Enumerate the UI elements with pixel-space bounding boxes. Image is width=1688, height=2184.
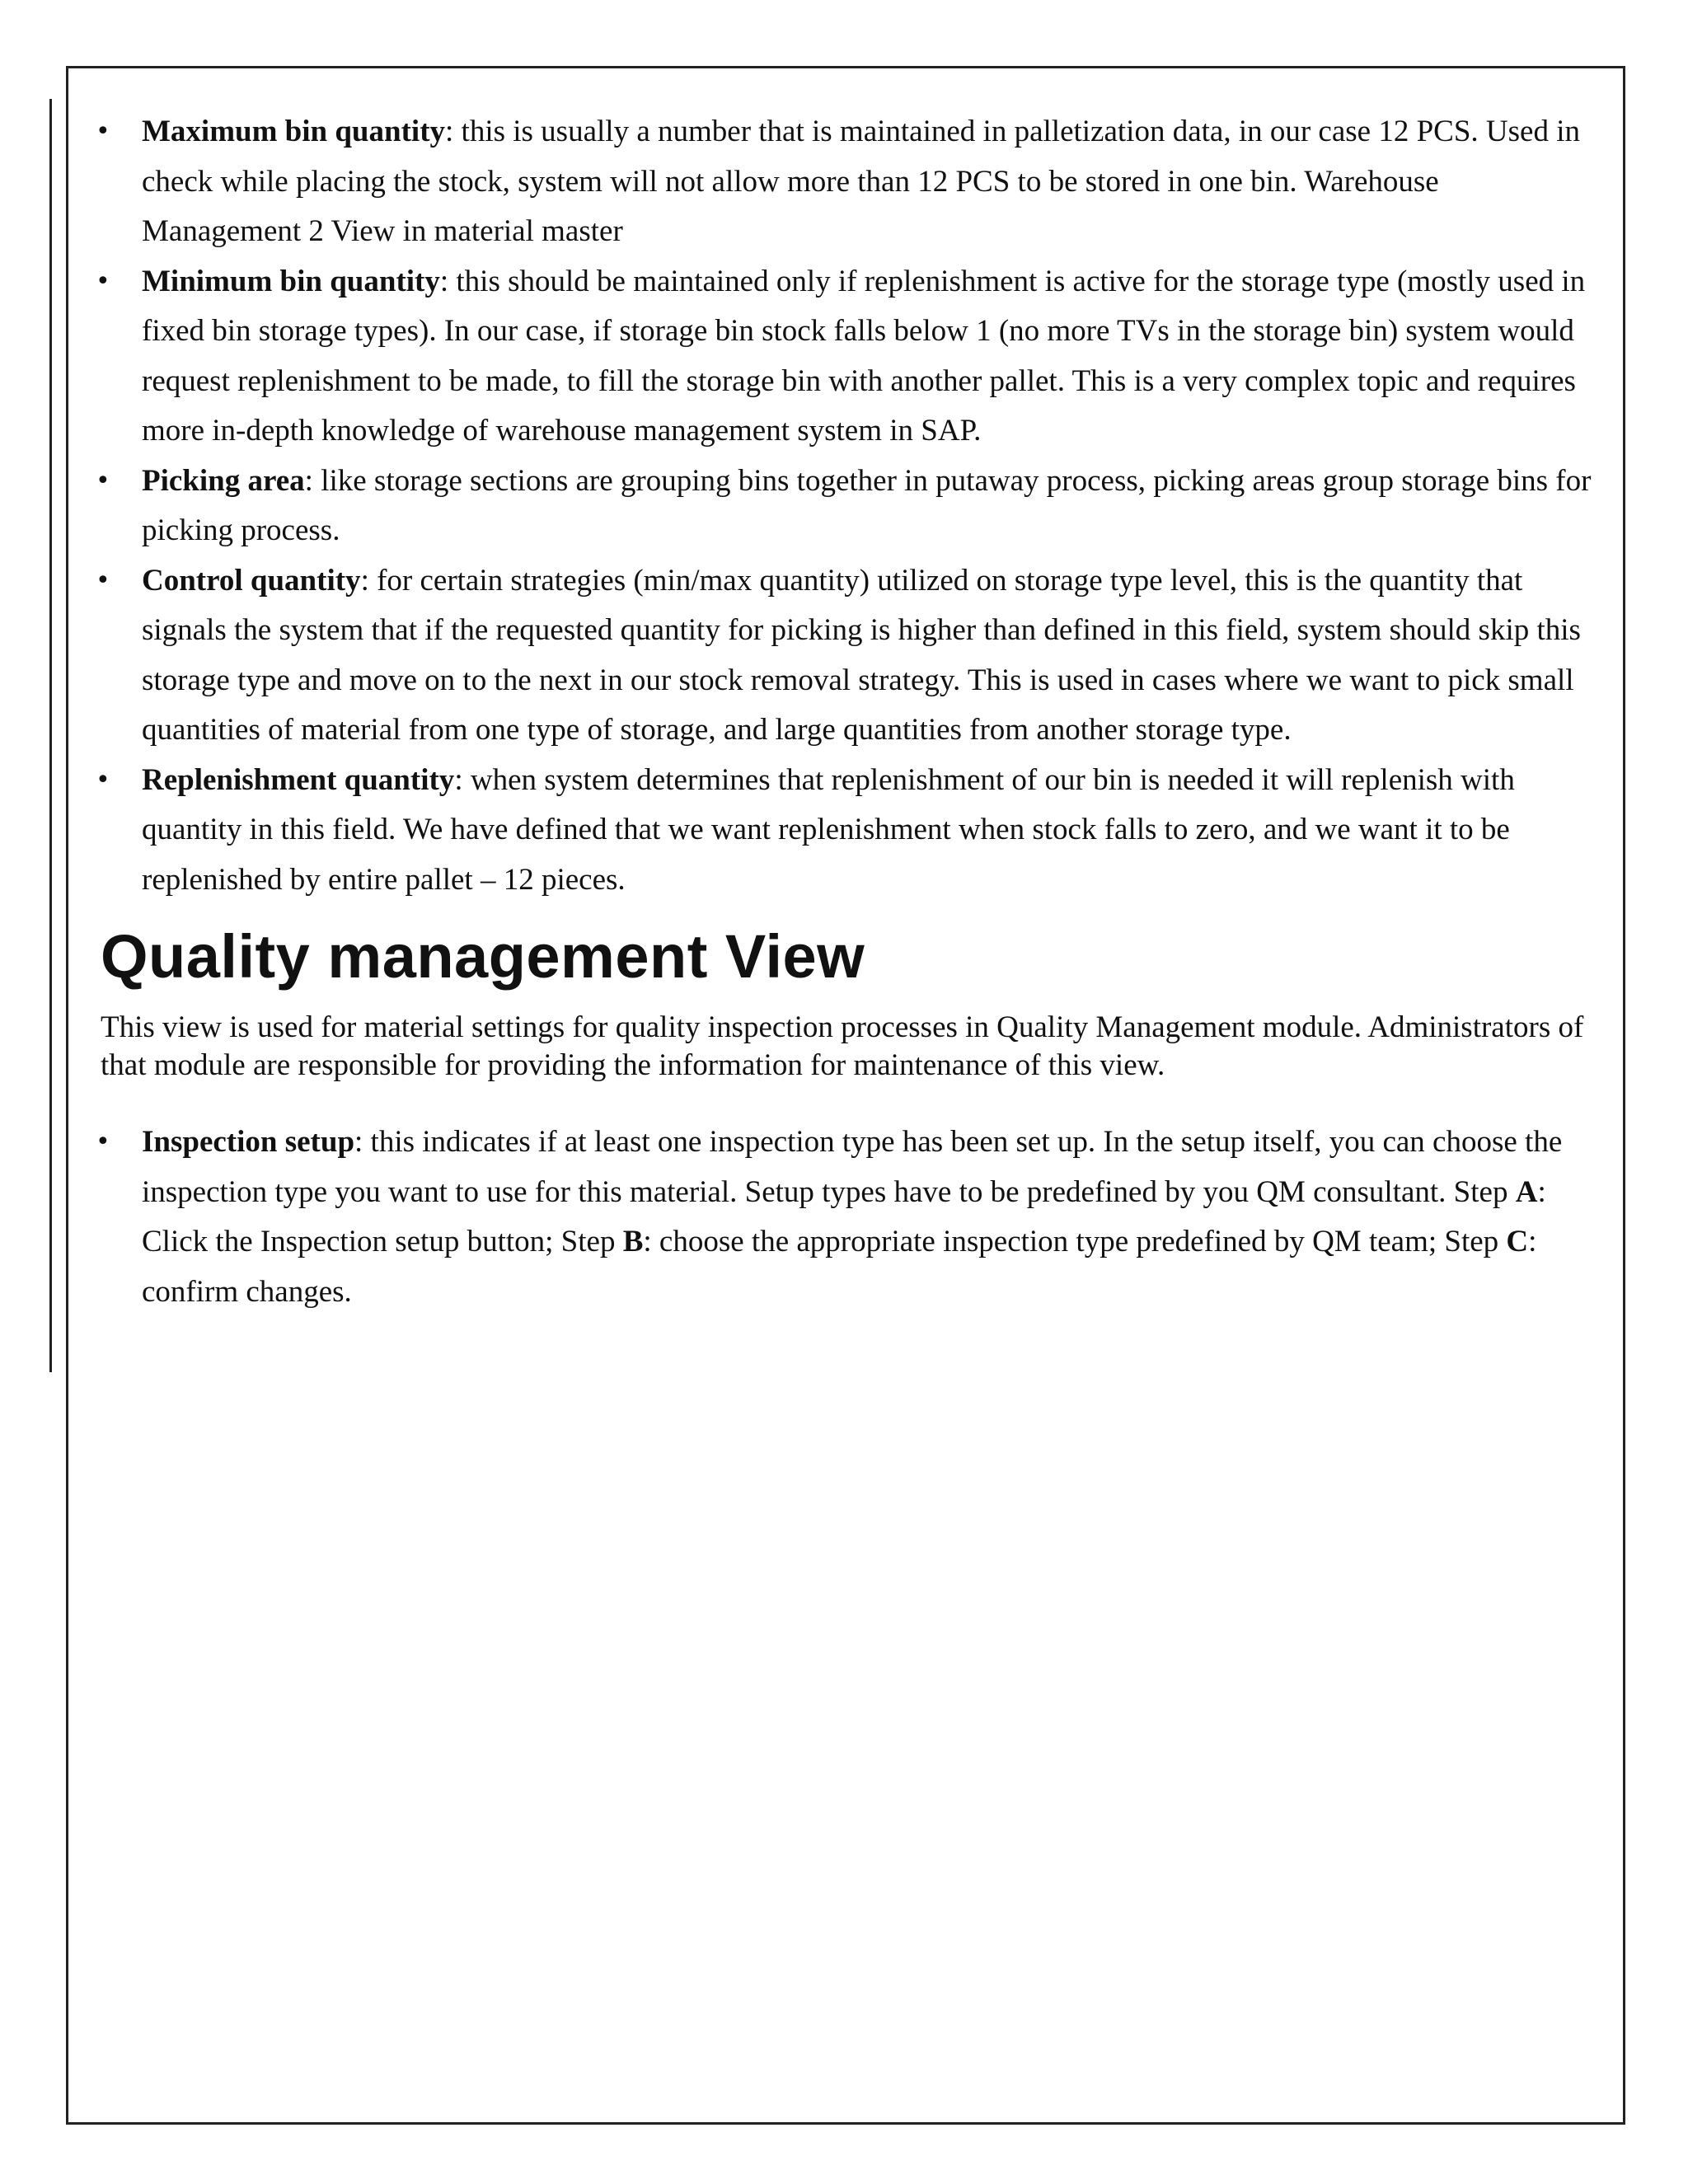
step-a-label: A	[1515, 1174, 1538, 1209]
bullet-icon: •	[96, 117, 110, 146]
bullet-icon: •	[96, 565, 110, 595]
inspection-text-4: : confirm changes.	[142, 1225, 1537, 1309]
list-item	[96, 1118, 1592, 1317]
list-item	[96, 257, 1592, 457]
description-picking-area: : like storage sections are grouping bins together in putaway process, picking areas group storage bins for picking process.	[142, 463, 1592, 547]
inspection-text-3: : choose the appropriate inspection type predefined by QM team; Step	[643, 1225, 1507, 1258]
list-item	[96, 756, 1592, 906]
bullet-icon: •	[96, 266, 110, 296]
term-minimum-bin-quantity: Minimum bin quantity	[142, 264, 440, 298]
description-minimum-bin-quantity: : this should be maintained only if replenishment is active for the storage type (mostly used in fixed bin storage types). In our case, if storage bin stock falls below 1 (no more TVs in the storage bin) system would request replenishment to be made, to fill the storage bin with another pallet. This is a very complex topic and requires more in-depth knowledge of warehouse management system in SAP.	[142, 264, 1586, 448]
inspection-text-2: : Click the Inspection setup button; Step	[142, 1174, 1546, 1258]
term-maximum-bin-quantity: Maximum bin quantity	[142, 115, 446, 148]
term-inspection-setup: Inspection setup	[142, 1125, 355, 1159]
description-replenishment-quantity: : when system determines that replenishment of our bin is needed it will replenish with quantity in this field. We have defined that we want replenishment when stock falls to zero, and we want it to be replenished by entire pallet – 12 pieces.	[142, 762, 1515, 897]
term-picking-area: Picking area	[142, 463, 305, 498]
field-list	[96, 107, 1592, 905]
list-item	[96, 556, 1592, 756]
inspection-list	[96, 1118, 1592, 1317]
section-intro: This view is used for material settings for quality inspection processes in Quality Management module. Administrators of that module are responsible for providing the information for maintenance of this view.	[101, 1010, 1584, 1082]
term-control-quantity: Control quantity	[142, 563, 361, 598]
list-item	[96, 457, 1592, 556]
step-b-label: B	[622, 1225, 644, 1258]
page-content	[96, 107, 1592, 1317]
description-control-quantity: : for certain strategies (min/max quantity) utilized on storage type level, this is the quantity that signals the system that if the requested quantity for picking is higher than defined in this field, system should skip this storage type and move on to the next in our stock removal strategy. This is used in cases where we want to pick small quantities of material from one type of storage, and large quantities from another storage type.	[142, 563, 1581, 747]
description-maximum-bin-quantity: : this is usually a number that is maintained in palletization data, in our case 12 PCS. Used in check while placing the stock, system will not allow more than 12 PCS to be stored in one bin. Warehouse Management 2 View in material master	[142, 115, 1581, 248]
step-c-label: C	[1506, 1225, 1529, 1258]
section-title: Quality management View	[101, 922, 865, 991]
term-replenishment-quantity: Replenishment quantity	[142, 762, 455, 797]
bullet-icon: •	[96, 765, 110, 794]
bullet-icon: •	[96, 466, 110, 495]
bullet-icon: •	[96, 1127, 110, 1156]
change-bar	[49, 99, 52, 1372]
inspection-text-1: : this indicates if at least one inspection type has been set up. In the setup itself, you can choose the inspection type you want to use for this material. Setup types have to be predefined by you QM consultant. Step	[142, 1125, 1563, 1209]
list-item	[96, 107, 1592, 257]
